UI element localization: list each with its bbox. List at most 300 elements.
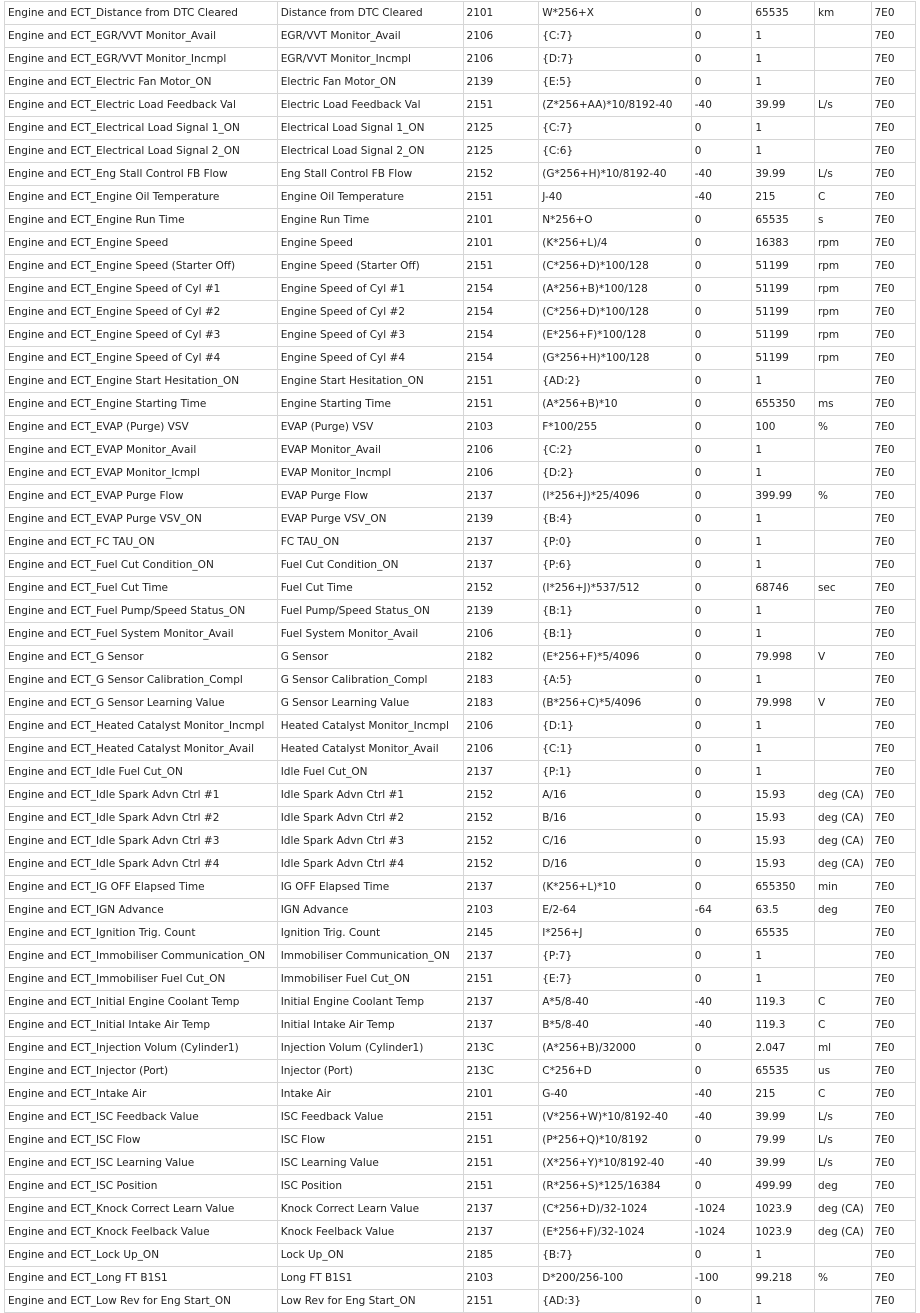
- header-cell: 7E0: [871, 301, 916, 324]
- pid-name-cell: Engine and ECT_G Sensor Learning Value: [5, 692, 278, 715]
- table-row: [5, 117, 916, 140]
- header-cell: 7E0: [871, 117, 916, 140]
- units-cell: [814, 508, 871, 531]
- min-value-cell: -40: [691, 1152, 752, 1175]
- short-name-cell: Engine Start Hesitation_ON: [277, 370, 463, 393]
- header-cell: 7E0: [871, 2, 916, 25]
- header-cell: 7E0: [871, 876, 916, 899]
- short-name-cell: Immobiliser Communication_ON: [277, 945, 463, 968]
- max-value-cell: 119.3: [752, 1014, 815, 1037]
- equation-cell: {P:0}: [539, 531, 692, 554]
- mode-pid-cell: 2103: [463, 1267, 539, 1290]
- max-value-cell: 39.99: [752, 163, 815, 186]
- max-value-cell: 1: [752, 531, 815, 554]
- units-cell: [814, 370, 871, 393]
- short-name-cell: Distance from DTC Cleared: [277, 2, 463, 25]
- header-cell: 7E0: [871, 853, 916, 876]
- short-name-cell: Engine Run Time: [277, 209, 463, 232]
- short-name-cell: Engine Speed of Cyl #4: [277, 347, 463, 370]
- equation-cell: {C:2}: [539, 439, 692, 462]
- equation-cell: C/16: [539, 830, 692, 853]
- equation-cell: I*256+J: [539, 922, 692, 945]
- units-cell: rpm: [814, 255, 871, 278]
- units-cell: ml: [814, 1037, 871, 1060]
- max-value-cell: 2.047: [752, 1037, 815, 1060]
- max-value-cell: 119.3: [752, 991, 815, 1014]
- table-row: [5, 186, 916, 209]
- units-cell: [814, 945, 871, 968]
- table-row: [5, 1014, 916, 1037]
- units-cell: [814, 922, 871, 945]
- short-name-cell: Idle Fuel Cut_ON: [277, 761, 463, 784]
- units-cell: sec: [814, 577, 871, 600]
- max-value-cell: 1: [752, 462, 815, 485]
- units-cell: [814, 1290, 871, 1313]
- short-name-cell: Heated Catalyst Monitor_Avail: [277, 738, 463, 761]
- pid-name-cell: Engine and ECT_ISC Feedback Value: [5, 1106, 278, 1129]
- units-cell: L/s: [814, 1129, 871, 1152]
- min-value-cell: -64: [691, 899, 752, 922]
- mode-pid-cell: 2151: [463, 968, 539, 991]
- units-cell: [814, 462, 871, 485]
- max-value-cell: 79.998: [752, 692, 815, 715]
- mode-pid-cell: 2106: [463, 462, 539, 485]
- header-cell: 7E0: [871, 232, 916, 255]
- table-row: [5, 25, 916, 48]
- short-name-cell: Ignition Trig. Count: [277, 922, 463, 945]
- header-cell: 7E0: [871, 738, 916, 761]
- equation-cell: {C:7}: [539, 117, 692, 140]
- header-cell: 7E0: [871, 1014, 916, 1037]
- max-value-cell: 655350: [752, 876, 815, 899]
- pid-name-cell: Engine and ECT_Initial Engine Coolant Temp: [5, 991, 278, 1014]
- pid-name-cell: Engine and ECT_Engine Speed of Cyl #1: [5, 278, 278, 301]
- equation-cell: {B:4}: [539, 508, 692, 531]
- min-value-cell: -40: [691, 1014, 752, 1037]
- pid-name-cell: Engine and ECT_EVAP (Purge) VSV: [5, 416, 278, 439]
- short-name-cell: EVAP (Purge) VSV: [277, 416, 463, 439]
- units-cell: %: [814, 416, 871, 439]
- table-row: [5, 1244, 916, 1267]
- short-name-cell: Low Rev for Eng Start_ON: [277, 1290, 463, 1313]
- mode-pid-cell: 2151: [463, 1129, 539, 1152]
- mode-pid-cell: 2106: [463, 439, 539, 462]
- pid-name-cell: Engine and ECT_Engine Oil Temperature: [5, 186, 278, 209]
- min-value-cell: 0: [691, 71, 752, 94]
- pid-name-cell: Engine and ECT_Electrical Load Signal 1_ON: [5, 117, 278, 140]
- max-value-cell: 1: [752, 600, 815, 623]
- mode-pid-cell: 2185: [463, 1244, 539, 1267]
- pid-name-cell: Engine and ECT_Idle Spark Advn Ctrl #4: [5, 853, 278, 876]
- equation-cell: (A*256+B)*100/128: [539, 278, 692, 301]
- min-value-cell: 0: [691, 140, 752, 163]
- mode-pid-cell: 2139: [463, 600, 539, 623]
- equation-cell: C*256+D: [539, 1060, 692, 1083]
- pid-name-cell: Engine and ECT_Idle Spark Advn Ctrl #1: [5, 784, 278, 807]
- mode-pid-cell: 2151: [463, 370, 539, 393]
- max-value-cell: 63.5: [752, 899, 815, 922]
- min-value-cell: 0: [691, 1037, 752, 1060]
- pid-name-cell: Engine and ECT_EGR/VVT Monitor_Incmpl: [5, 48, 278, 71]
- units-cell: deg (CA): [814, 784, 871, 807]
- table-row: [5, 876, 916, 899]
- equation-cell: {C:6}: [539, 140, 692, 163]
- short-name-cell: EVAP Monitor_Avail: [277, 439, 463, 462]
- mode-pid-cell: 2101: [463, 232, 539, 255]
- min-value-cell: 0: [691, 485, 752, 508]
- min-value-cell: 0: [691, 577, 752, 600]
- table-row: [5, 784, 916, 807]
- units-cell: V: [814, 692, 871, 715]
- mode-pid-cell: 2152: [463, 784, 539, 807]
- equation-cell: {B:1}: [539, 600, 692, 623]
- table-row: [5, 853, 916, 876]
- header-cell: 7E0: [871, 1175, 916, 1198]
- short-name-cell: EVAP Purge Flow: [277, 485, 463, 508]
- pid-name-cell: Engine and ECT_Ignition Trig. Count: [5, 922, 278, 945]
- short-name-cell: Engine Starting Time: [277, 393, 463, 416]
- min-value-cell: 0: [691, 255, 752, 278]
- header-cell: 7E0: [871, 347, 916, 370]
- mode-pid-cell: 2152: [463, 830, 539, 853]
- pid-name-cell: Engine and ECT_Lock Up_ON: [5, 1244, 278, 1267]
- header-cell: 7E0: [871, 439, 916, 462]
- units-cell: rpm: [814, 278, 871, 301]
- units-cell: deg (CA): [814, 830, 871, 853]
- header-cell: 7E0: [871, 186, 916, 209]
- max-value-cell: 15.93: [752, 807, 815, 830]
- header-cell: 7E0: [871, 669, 916, 692]
- min-value-cell: -40: [691, 1106, 752, 1129]
- min-value-cell: 0: [691, 508, 752, 531]
- max-value-cell: 51199: [752, 278, 815, 301]
- header-cell: 7E0: [871, 1244, 916, 1267]
- pid-name-cell: Engine and ECT_Immobiliser Communication_ON: [5, 945, 278, 968]
- max-value-cell: 1: [752, 1290, 815, 1313]
- mode-pid-cell: 2152: [463, 163, 539, 186]
- short-name-cell: Fuel Cut Condition_ON: [277, 554, 463, 577]
- header-cell: 7E0: [871, 140, 916, 163]
- min-value-cell: -40: [691, 186, 752, 209]
- equation-cell: (R*256+S)*125/16384: [539, 1175, 692, 1198]
- mode-pid-cell: 2139: [463, 71, 539, 94]
- min-value-cell: 0: [691, 922, 752, 945]
- header-cell: 7E0: [871, 71, 916, 94]
- equation-cell: (C*256+D)*100/128: [539, 301, 692, 324]
- max-value-cell: 1: [752, 945, 815, 968]
- units-cell: [814, 623, 871, 646]
- equation-cell: (K*256+L)/4: [539, 232, 692, 255]
- table-row: [5, 899, 916, 922]
- min-value-cell: 0: [691, 1175, 752, 1198]
- equation-cell: {B:7}: [539, 1244, 692, 1267]
- mode-pid-cell: 2101: [463, 2, 539, 25]
- max-value-cell: 100: [752, 416, 815, 439]
- min-value-cell: 0: [691, 807, 752, 830]
- table-row: [5, 255, 916, 278]
- equation-cell: {B:1}: [539, 623, 692, 646]
- short-name-cell: ISC Feedback Value: [277, 1106, 463, 1129]
- units-cell: C: [814, 1083, 871, 1106]
- table-row: [5, 715, 916, 738]
- short-name-cell: Initial Intake Air Temp: [277, 1014, 463, 1037]
- pid-table-body: [5, 2, 916, 1313]
- min-value-cell: 0: [691, 209, 752, 232]
- mode-pid-cell: 2152: [463, 807, 539, 830]
- short-name-cell: Engine Oil Temperature: [277, 186, 463, 209]
- max-value-cell: 1: [752, 25, 815, 48]
- equation-cell: {C:7}: [539, 25, 692, 48]
- min-value-cell: 0: [691, 945, 752, 968]
- short-name-cell: G Sensor: [277, 646, 463, 669]
- mode-pid-cell: 2151: [463, 1106, 539, 1129]
- equation-cell: E/2-64: [539, 899, 692, 922]
- mode-pid-cell: 2183: [463, 669, 539, 692]
- max-value-cell: 215: [752, 1083, 815, 1106]
- equation-cell: (P*256+Q)*10/8192: [539, 1129, 692, 1152]
- short-name-cell: Engine Speed: [277, 232, 463, 255]
- mode-pid-cell: 2145: [463, 922, 539, 945]
- units-cell: L/s: [814, 94, 871, 117]
- short-name-cell: Immobiliser Fuel Cut_ON: [277, 968, 463, 991]
- table-row: [5, 439, 916, 462]
- min-value-cell: 0: [691, 1129, 752, 1152]
- min-value-cell: 0: [691, 531, 752, 554]
- equation-cell: A*5/8-40: [539, 991, 692, 1014]
- mode-pid-cell: 2137: [463, 945, 539, 968]
- pid-name-cell: Engine and ECT_IG OFF Elapsed Time: [5, 876, 278, 899]
- min-value-cell: 0: [691, 761, 752, 784]
- header-cell: 7E0: [871, 370, 916, 393]
- mode-pid-cell: 2137: [463, 531, 539, 554]
- table-row: [5, 324, 916, 347]
- units-cell: s: [814, 209, 871, 232]
- min-value-cell: -100: [691, 1267, 752, 1290]
- min-value-cell: 0: [691, 48, 752, 71]
- units-cell: L/s: [814, 163, 871, 186]
- min-value-cell: 0: [691, 784, 752, 807]
- min-value-cell: 0: [691, 669, 752, 692]
- max-value-cell: 1: [752, 140, 815, 163]
- pid-name-cell: Engine and ECT_ISC Flow: [5, 1129, 278, 1152]
- min-value-cell: 0: [691, 876, 752, 899]
- pid-name-cell: Engine and ECT_Electrical Load Signal 2_ON: [5, 140, 278, 163]
- table-row: [5, 1198, 916, 1221]
- equation-cell: (G*256+H)*10/8192-40: [539, 163, 692, 186]
- short-name-cell: ISC Learning Value: [277, 1152, 463, 1175]
- pid-name-cell: Engine and ECT_Injection Volum (Cylinder1): [5, 1037, 278, 1060]
- max-value-cell: 1: [752, 738, 815, 761]
- pid-name-cell: Engine and ECT_ISC Learning Value: [5, 1152, 278, 1175]
- short-name-cell: FC TAU_ON: [277, 531, 463, 554]
- max-value-cell: 15.93: [752, 830, 815, 853]
- pid-name-cell: Engine and ECT_Immobiliser Fuel Cut_ON: [5, 968, 278, 991]
- min-value-cell: -40: [691, 1083, 752, 1106]
- short-name-cell: Electrical Load Signal 2_ON: [277, 140, 463, 163]
- table-row: [5, 508, 916, 531]
- max-value-cell: 51199: [752, 301, 815, 324]
- max-value-cell: 65535: [752, 2, 815, 25]
- units-cell: deg: [814, 1175, 871, 1198]
- max-value-cell: 215: [752, 186, 815, 209]
- equation-cell: (I*256+J)*25/4096: [539, 485, 692, 508]
- equation-cell: (A*256+B)/32000: [539, 1037, 692, 1060]
- max-value-cell: 1: [752, 1244, 815, 1267]
- table-row: [5, 991, 916, 1014]
- mode-pid-cell: 2103: [463, 416, 539, 439]
- short-name-cell: Idle Spark Advn Ctrl #1: [277, 784, 463, 807]
- header-cell: 7E0: [871, 692, 916, 715]
- mode-pid-cell: 2151: [463, 94, 539, 117]
- pid-name-cell: Engine and ECT_Knock Feelback Value: [5, 1221, 278, 1244]
- table-row: [5, 209, 916, 232]
- table-row: [5, 968, 916, 991]
- pid-name-cell: Engine and ECT_Engine Start Hesitation_ON: [5, 370, 278, 393]
- units-cell: [814, 761, 871, 784]
- min-value-cell: 0: [691, 462, 752, 485]
- short-name-cell: ISC Flow: [277, 1129, 463, 1152]
- max-value-cell: 1: [752, 669, 815, 692]
- equation-cell: {A:5}: [539, 669, 692, 692]
- equation-cell: (E*256+F)*5/4096: [539, 646, 692, 669]
- equation-cell: {P:6}: [539, 554, 692, 577]
- table-row: [5, 1037, 916, 1060]
- min-value-cell: 0: [691, 738, 752, 761]
- short-name-cell: Injection Volum (Cylinder1): [277, 1037, 463, 1060]
- equation-cell: F*100/255: [539, 416, 692, 439]
- header-cell: 7E0: [871, 968, 916, 991]
- equation-cell: G-40: [539, 1083, 692, 1106]
- equation-cell: (B*256+C)*5/4096: [539, 692, 692, 715]
- equation-cell: W*256+X: [539, 2, 692, 25]
- table-row: [5, 531, 916, 554]
- min-value-cell: 0: [691, 1244, 752, 1267]
- table-row: [5, 462, 916, 485]
- max-value-cell: 99.218: [752, 1267, 815, 1290]
- short-name-cell: Lock Up_ON: [277, 1244, 463, 1267]
- max-value-cell: 1: [752, 117, 815, 140]
- table-row: [5, 485, 916, 508]
- mode-pid-cell: 2137: [463, 1198, 539, 1221]
- units-cell: L/s: [814, 1152, 871, 1175]
- mode-pid-cell: 2151: [463, 1152, 539, 1175]
- short-name-cell: EGR/VVT Monitor_Avail: [277, 25, 463, 48]
- table-row: [5, 416, 916, 439]
- header-cell: 7E0: [871, 255, 916, 278]
- max-value-cell: 39.99: [752, 1152, 815, 1175]
- table-row: [5, 554, 916, 577]
- max-value-cell: 499.99: [752, 1175, 815, 1198]
- max-value-cell: 79.998: [752, 646, 815, 669]
- mode-pid-cell: 2151: [463, 255, 539, 278]
- units-cell: min: [814, 876, 871, 899]
- header-cell: 7E0: [871, 94, 916, 117]
- mode-pid-cell: 2101: [463, 209, 539, 232]
- short-name-cell: G Sensor Calibration_Compl: [277, 669, 463, 692]
- pid-name-cell: Engine and ECT_Eng Stall Control FB Flow: [5, 163, 278, 186]
- mode-pid-cell: 2137: [463, 761, 539, 784]
- table-row: [5, 94, 916, 117]
- equation-cell: (V*256+W)*10/8192-40: [539, 1106, 692, 1129]
- units-cell: rpm: [814, 324, 871, 347]
- table-row: [5, 1175, 916, 1198]
- min-value-cell: 0: [691, 1060, 752, 1083]
- mode-pid-cell: 2137: [463, 1221, 539, 1244]
- mode-pid-cell: 2183: [463, 692, 539, 715]
- short-name-cell: Heated Catalyst Monitor_Incmpl: [277, 715, 463, 738]
- units-cell: [814, 600, 871, 623]
- units-cell: [814, 1244, 871, 1267]
- table-row: [5, 2, 916, 25]
- equation-cell: B*5/8-40: [539, 1014, 692, 1037]
- equation-cell: (X*256+Y)*10/8192-40: [539, 1152, 692, 1175]
- table-row: [5, 623, 916, 646]
- max-value-cell: 65535: [752, 922, 815, 945]
- table-row: [5, 1152, 916, 1175]
- table-row: [5, 347, 916, 370]
- short-name-cell: Long FT B1S1: [277, 1267, 463, 1290]
- header-cell: 7E0: [871, 393, 916, 416]
- equation-cell: N*256+O: [539, 209, 692, 232]
- pid-name-cell: Engine and ECT_Engine Run Time: [5, 209, 278, 232]
- units-cell: rpm: [814, 347, 871, 370]
- header-cell: 7E0: [871, 324, 916, 347]
- equation-cell: {D:1}: [539, 715, 692, 738]
- max-value-cell: 51199: [752, 324, 815, 347]
- header-cell: 7E0: [871, 899, 916, 922]
- units-cell: rpm: [814, 301, 871, 324]
- header-cell: 7E0: [871, 600, 916, 623]
- pid-name-cell: Engine and ECT_EVAP Monitor_Avail: [5, 439, 278, 462]
- units-cell: deg (CA): [814, 1221, 871, 1244]
- pid-name-cell: Engine and ECT_Low Rev for Eng Start_ON: [5, 1290, 278, 1313]
- min-value-cell: 0: [691, 830, 752, 853]
- header-cell: 7E0: [871, 278, 916, 301]
- mode-pid-cell: 2139: [463, 508, 539, 531]
- table-row: [5, 692, 916, 715]
- pid-name-cell: Engine and ECT_Intake Air: [5, 1083, 278, 1106]
- equation-cell: {E:7}: [539, 968, 692, 991]
- max-value-cell: 1023.9: [752, 1198, 815, 1221]
- pid-name-cell: Engine and ECT_Electric Load Feedback Val: [5, 94, 278, 117]
- equation-cell: {C:1}: [539, 738, 692, 761]
- min-value-cell: 0: [691, 416, 752, 439]
- units-cell: [814, 531, 871, 554]
- header-cell: 7E0: [871, 485, 916, 508]
- pid-name-cell: Engine and ECT_Initial Intake Air Temp: [5, 1014, 278, 1037]
- min-value-cell: 0: [691, 25, 752, 48]
- table-row: [5, 807, 916, 830]
- header-cell: 7E0: [871, 163, 916, 186]
- units-cell: [814, 439, 871, 462]
- units-cell: [814, 715, 871, 738]
- mode-pid-cell: 2151: [463, 186, 539, 209]
- pid-name-cell: Engine and ECT_Heated Catalyst Monitor_Avail: [5, 738, 278, 761]
- mode-pid-cell: 2101: [463, 1083, 539, 1106]
- units-cell: deg (CA): [814, 807, 871, 830]
- pid-name-cell: Engine and ECT_Engine Speed of Cyl #4: [5, 347, 278, 370]
- equation-cell: {AD:2}: [539, 370, 692, 393]
- equation-cell: D/16: [539, 853, 692, 876]
- header-cell: 7E0: [871, 1152, 916, 1175]
- equation-cell: (A*256+B)*10: [539, 393, 692, 416]
- mode-pid-cell: 213C: [463, 1037, 539, 1060]
- pid-name-cell: Engine and ECT_Engine Speed of Cyl #2: [5, 301, 278, 324]
- equation-cell: D*200/256-100: [539, 1267, 692, 1290]
- header-cell: 7E0: [871, 945, 916, 968]
- max-value-cell: 15.93: [752, 853, 815, 876]
- equation-cell: {AD:3}: [539, 1290, 692, 1313]
